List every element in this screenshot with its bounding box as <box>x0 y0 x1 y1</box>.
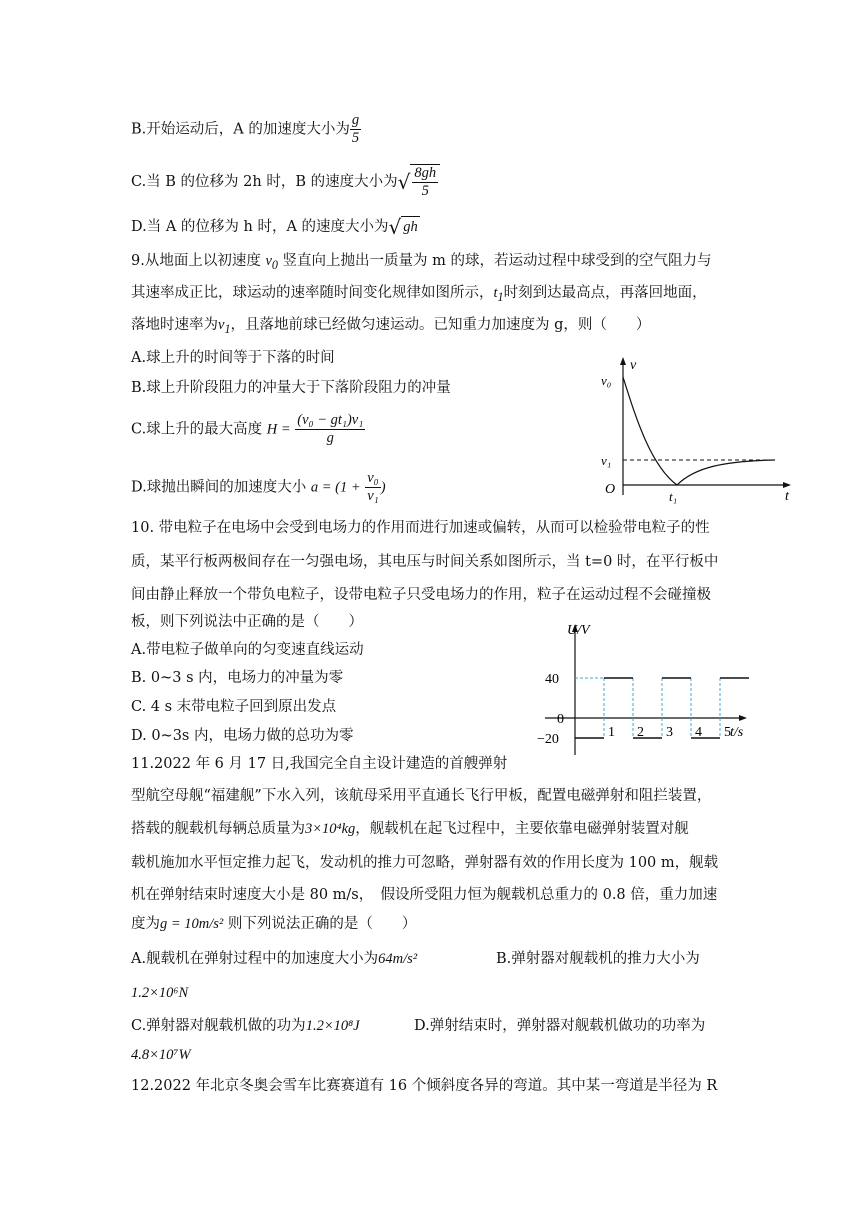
q9-option-d-fraction: $\frac{\text{v₀}}{\text{v₁}}$ <box>367 470 379 504</box>
voltage-time-graph <box>515 620 755 760</box>
q11-option-d: D.弹射结束时，弹射器对舰载机做功的功率为 <box>414 1018 706 1034</box>
graph1-velocity-curve <box>623 377 775 485</box>
q8-option-d-text: D.当 A 的位移为 h 时，A 的速度大小为 <box>131 219 389 235</box>
q9-stem-line-1: 9.从地面上以初速度 $v_0$ 竖直向上抛出一质量为 m 的球，若运动过程中球受到的空气阻力与 <box>131 253 712 272</box>
graph2-t-axis-arrow <box>739 715 747 721</box>
q10-stem-line-2: 质，某平行板两极间存在一匀强电场，其电压与时间关系如图所示，当 t=0 时，在平行板中 <box>131 554 719 570</box>
q10-stem-line-3: 间由静止释放一个带负电粒子，设带电粒子只受电场力的作用，粒子在运动过程不会碰撞极 <box>131 587 711 603</box>
q9-option-c-fraction: $\frac{\text{(v₀ − gt₁)v₁}}{g}$ <box>297 412 364 446</box>
sqrt-icon: √ <box>388 215 402 239</box>
graph2-xtick-5: 5 <box>724 725 731 740</box>
q8-option-b-fraction: $\frac{g}{5}$ <box>351 112 360 146</box>
graph2-xtick-3: 3 <box>666 725 673 740</box>
q11-stem-line-5: 机在弹射结束时速度大小是 80 m/s， 假设所受阻力恒为舰载机总重力的 0.8 倍，重力加速 <box>131 887 718 903</box>
graph2-tick-0: 0 <box>557 712 564 727</box>
q8-option-b <box>131 112 361 147</box>
q11-stem-line-6: 度为g = 10m/s² 则下列说法正确的是（ ） <box>131 916 417 932</box>
graph2-xtick-1: 1 <box>608 725 615 740</box>
q8-option-c-text: C.当 B 的位移为 2h 时，B 的速度大小为 <box>131 173 398 190</box>
graph1-v-axis-arrow <box>620 357 626 365</box>
graph2-y-label: U/V <box>567 623 590 638</box>
q10-option-a: A.带电粒子做单向的匀变速直线运动 <box>131 642 364 658</box>
sqrt-icon: √ <box>397 169 411 194</box>
graph1-t1-label: t₁ <box>669 489 678 504</box>
q11-stem-line-3: 搭载的舰载机每辆总质量为3×10⁴kg，舰载机在起飞过程中，主要依靠电磁弹射装置对舰 <box>131 821 689 837</box>
q11-stem-line-4: 载机施加水平恒定推力起飞，发动机的推力可忽略，弹射器有效的作用长度为 100 m，舰载 <box>131 855 719 871</box>
graph1-v1-label: v₁ <box>601 453 612 468</box>
q9-option-b: B.球上升阶段阻力的冲量大于下落阶段阻力的冲量 <box>131 380 451 396</box>
q8-option-b-text: B.开始运动后，A 的加速度大小为 <box>131 121 350 138</box>
q9-stem-line-2: 其速率成正比，球运动的速率随时间变化规律如图所示，$t_1$时刻到达最高点，再落回地面， <box>131 285 707 304</box>
graph1-v0-label: v₀ <box>601 373 612 388</box>
graph1-x-label: t <box>785 489 789 504</box>
q11-option-d-value: 4.8×10⁷W <box>131 1047 191 1063</box>
velocity-time-graph <box>595 355 795 505</box>
graph2-tick-minus20: −20 <box>537 732 559 747</box>
q8-option-d: D.当 A 的位移为 h 时，A 的速度大小为√ gh <box>131 215 418 239</box>
graph2-tick-40: 40 <box>545 672 559 687</box>
q10-stem-line-1: 10. 带电粒子在电场中会受到电场力的作用而进行加速或偏转，从而可以检验带电粒子的性 <box>131 520 710 536</box>
q9-option-d: D.球抛出瞬间的加速度大小 a = (1 + $\frac{\text{v₀}}{\text{v₁}}$ ) <box>131 470 386 504</box>
graph1-t-axis-arrow <box>783 482 791 488</box>
q11-option-b: B.弹射器对舰载机的推力大小为 <box>496 951 700 967</box>
q9-option-c: C.球上升的最大高度 H = $\frac{\text{(v₀ − gt₁)v₁}}{g}$ <box>131 412 364 446</box>
q10-option-c: C. 4 s 末带电粒子回到原出发点 <box>131 699 337 715</box>
q11-stem-line-1: 11.2022 年 6 月 17 日,我国完全自主设计建造的首艘弹射 <box>131 756 508 772</box>
q12-stem-line-1: 12.2022 年北京冬奥会雪车比赛赛道有 16 个倾斜度各异的弯道。其中某一弯道是半径为 R <box>131 1078 718 1094</box>
q11-option-a: A.舰载机在弹射过程中的加速度大小为64m/s² <box>131 951 418 967</box>
q9-option-a: A.球上升的时间等于下落的时间 <box>131 350 335 366</box>
q11-option-b-value: 1.2×10⁶N <box>131 985 189 1001</box>
graph1-y-label: v <box>630 358 637 373</box>
graph2-x-label: t/s <box>730 725 744 740</box>
graph1-origin-label: O <box>605 482 616 497</box>
graph2-xtick-2: 2 <box>637 725 644 740</box>
q10-option-b: B. 0~3 s 内，电场力的冲量为零 <box>131 670 344 686</box>
q8-option-c <box>131 164 440 200</box>
q10-option-d: D. 0~3s 内，电场力做的总功为零 <box>131 728 354 744</box>
q10-stem-line-4: 板，则下列说法中正确的是（ ） <box>131 614 363 630</box>
q8-option-c-fraction: $\frac{8gh}{5}$ <box>414 165 437 199</box>
q11-stem-line-2: 型航空母舰“福建舰”下水入列，该航母采用平直通长飞行甲板，配置电磁弹射和阻拦装置， <box>131 788 712 804</box>
graph2-xtick-4: 4 <box>695 725 702 740</box>
q9-stem-line-3: 落地时速率为$v_1$，且落地前球已经做匀速运动。已知重力加速度为 g，则（ ） <box>131 317 651 336</box>
q11-option-c: C.弹射器对舰载机做的功为1.2×10⁸J <box>131 1018 360 1034</box>
